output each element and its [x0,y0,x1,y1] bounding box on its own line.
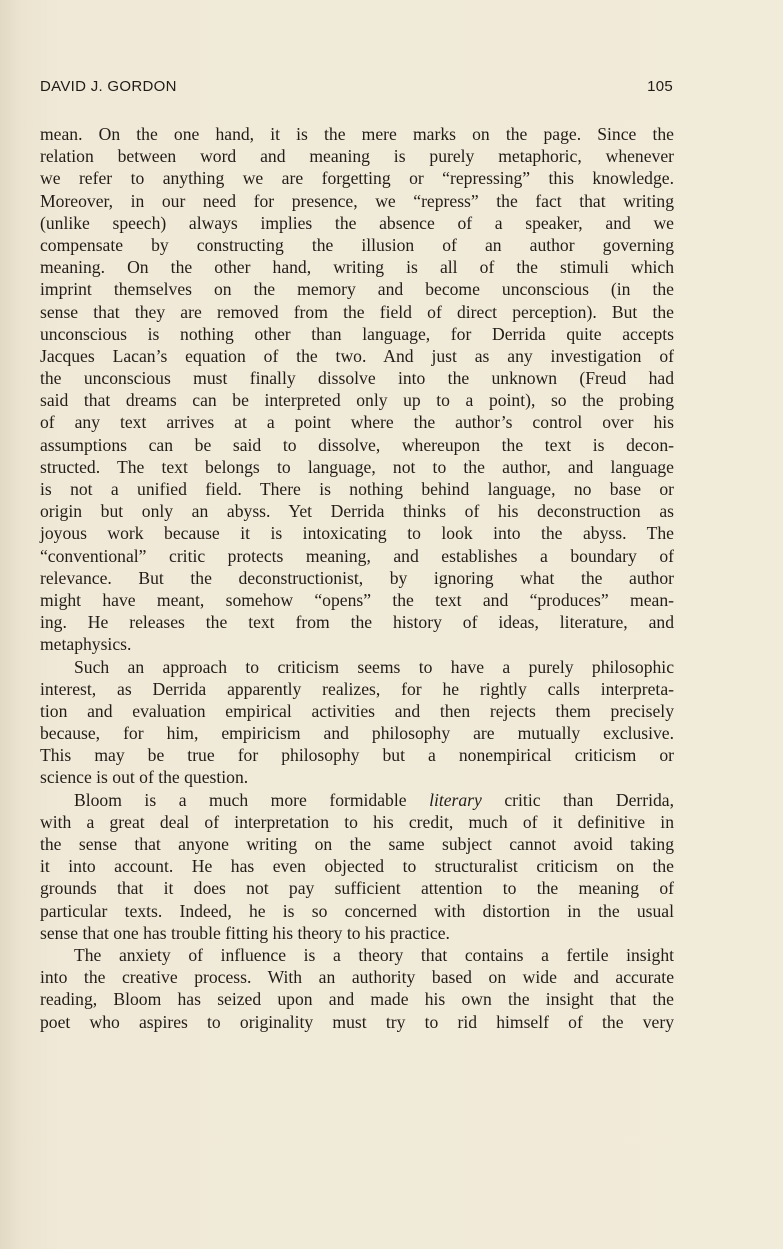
text-line: ing. He releases the text from the history of ideas, literature, and [40,612,674,633]
text-line: “conventional” critic protects meaning, and establishes a boundary of [40,545,674,566]
text-line: Bloom is a much more formidable literary critic than Derrida, [74,789,674,810]
paragraph [40,123,674,656]
text-line: tion and evaluation empirical activities and then rejects them precisely [40,700,674,721]
text-line: science is out of the question. [40,767,249,788]
text-line: particular texts. Indeed, he is so concerned with distortion in the usual [40,900,674,921]
text-line: relevance. But the deconstructionist, by ignoring what the author [40,567,674,588]
text-line: we refer to anything we are forgetting or “repressing” this knowledge. [40,168,674,189]
text-line: origin but only an abyss. Yet Derrida thinks of his deconstruction as [40,501,674,522]
text-line: This may be true for philosophy but a nonempirical criticism or [40,745,674,766]
text-line: poet who aspires to originality must try to rid himself of the very [40,1011,674,1032]
text-line: mean. On the one hand, it is the mere marks on the page. Since the [40,124,674,144]
text-line: compensate by constructing the illusion of an author governing [40,234,674,255]
text-line: unconscious is nothing other than language, for Derrida quite accepts [40,323,674,344]
paragraph [40,656,674,789]
text-line: of any text arrives at a point where the author’s control over his [40,412,674,433]
text-line: metaphysics. [40,634,132,655]
text-line: it into account. He has even objected to structuralist criticism on the [40,856,674,877]
text-line: Such an approach to criticism seems to have a purely philosophic [74,656,674,677]
text-line: reading, Bloom has seized upon and made his own the insight that the [40,989,674,1010]
running-head [40,78,673,100]
text-line: meaning. On the other hand, writing is all of the stimuli which [40,257,674,278]
text-line: relation between word and meaning is purely metaphoric, whenever [40,146,674,167]
body-text [40,123,674,1033]
text-line: because, for him, empiricism and philosophy are mutually exclusive. [40,723,674,744]
text-line: sense that they are removed from the field of direct perception). But the [40,301,674,322]
text-line: structed. The text belongs to language, not to the author, and language [40,456,674,477]
paragraph [40,944,674,1033]
text-line: into the creative process. With an authority based on wide and accurate [40,967,674,988]
text-line: Jacques Lacan’s equation of the two. And just as any investigation of [40,345,674,366]
paragraph [40,789,674,944]
text-line: sense that one has trouble fitting his theory to his practice. [40,922,450,943]
text-line: interest, as Derrida apparently realizes, for he rightly calls interpreta- [40,678,674,699]
text-line: the sense that anyone writing on the same subject cannot avoid taking [40,834,674,854]
text-line: grounds that it does not pay sufficient attention to the meaning of [40,878,674,899]
text-line: joyous work because it is intoxicating to look into the abyss. The [40,523,674,544]
text-line: imprint themselves on the memory and become unconscious (in the [40,279,674,300]
running-head-author: DAVID J. GORDON [40,78,177,95]
text-line: said that dreams can be interpreted only up to a point), so the probing [40,390,674,411]
text-line: (unlike speech) always implies the absence of a speaker, and we [40,212,674,233]
text-line: is not a unified field. There is nothing behind language, no base or [40,479,674,499]
italic-emphasis: literary [429,789,482,810]
text-line: the unconscious must finally dissolve into the unknown (Freud had [40,368,674,389]
text-line: with a great deal of interpretation to his credit, much of it definitive in [40,811,674,832]
text-line: assumptions can be said to dissolve, whereupon the text is decon- [40,434,674,455]
text-line: The anxiety of influence is a theory that contains a fertile insight [74,944,674,965]
text-line: Moreover, in our need for presence, we “repress” the fact that writing [40,190,674,211]
page-number: 105 [647,78,673,95]
text-line: might have meant, somehow “opens” the text and “produces” mean- [40,589,674,610]
